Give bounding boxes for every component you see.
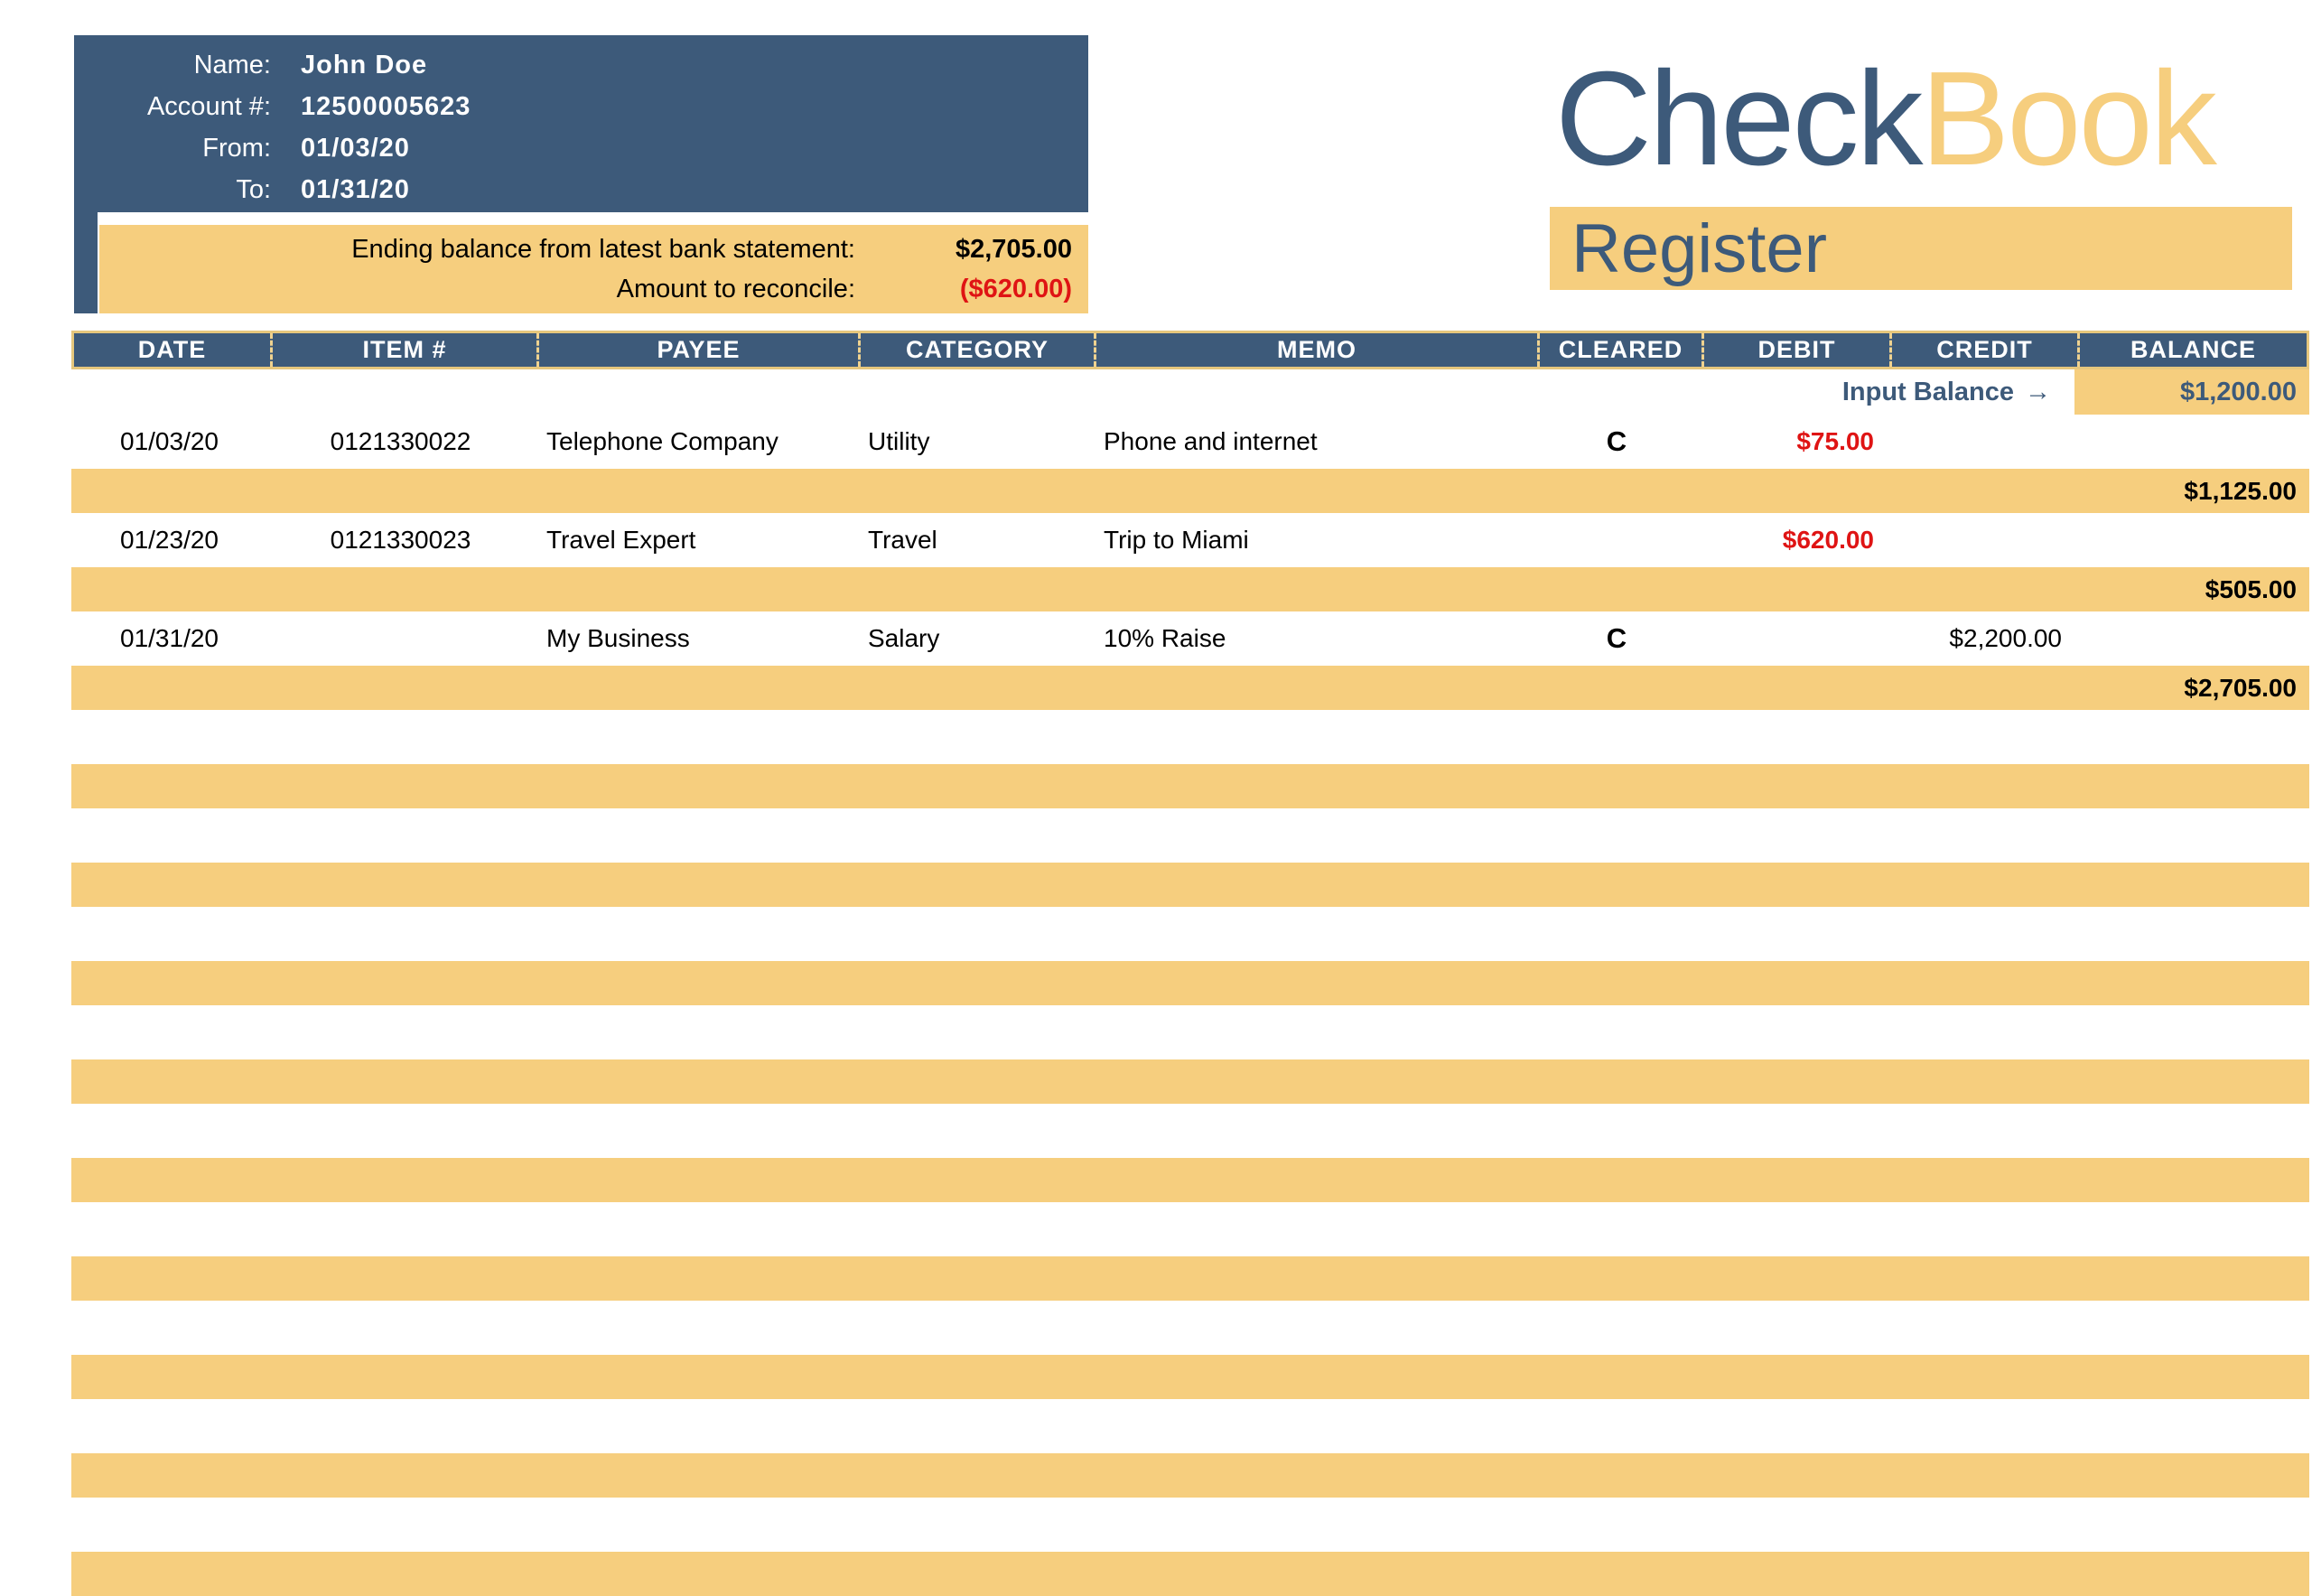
cell-item-number[interactable] (267, 611, 534, 666)
top-section (0, 0, 2312, 331)
empty-transaction-row[interactable] (71, 1202, 2309, 1256)
empty-transaction-row[interactable] (71, 1399, 2309, 1453)
to-value[interactable]: 01/31/20 (301, 174, 410, 204)
checkbook-logo (1555, 44, 2214, 193)
amount-to-reconcile-value: ($620.00) (959, 274, 1072, 303)
header-debit: DEBIT (1701, 333, 1889, 367)
header-cleared: CLEARED (1537, 333, 1701, 367)
account-info-panel (74, 35, 1088, 212)
cell-payee[interactable]: Travel Expert (546, 526, 696, 554)
header-balance: BALANCE (2077, 333, 2307, 367)
logo-text-check: Check (1555, 44, 1921, 193)
cell-payee[interactable]: My Business (546, 624, 690, 652)
input-balance-cell[interactable]: $1,200.00 (2074, 369, 2309, 415)
running-balance-value: $2,705.00 (2184, 673, 2297, 702)
ending-balance-row (99, 229, 1088, 269)
running-balance-row (71, 666, 2309, 710)
name-label: Name: (193, 50, 271, 79)
header-category: CATEGORY (858, 333, 1094, 367)
cell-memo[interactable]: 10% Raise (1104, 624, 1226, 652)
empty-transaction-row[interactable] (71, 1005, 2309, 1059)
empty-transaction-row[interactable] (71, 1301, 2309, 1355)
to-date-row (74, 169, 1088, 210)
cell-credit[interactable] (1887, 513, 2074, 567)
cell-item-number[interactable]: 0121330022 (330, 427, 471, 455)
cell-credit[interactable]: $2,200.00 (1949, 624, 2062, 652)
running-balance-row (71, 469, 2309, 513)
transaction-row (71, 415, 2309, 469)
header-item: ITEM # (270, 333, 536, 367)
header-credit: CREDIT (1889, 333, 2077, 367)
from-date-row (74, 127, 1088, 169)
cell-debit[interactable]: $620.00 (1782, 526, 1874, 554)
empty-balance-row[interactable] (71, 1355, 2309, 1399)
cell-balance (2074, 415, 2309, 469)
cell-cleared[interactable]: C (1606, 622, 1627, 654)
empty-transaction-row[interactable] (71, 808, 2309, 863)
ending-balance-label: Ending balance from latest bank statement: (351, 234, 855, 264)
register-table (71, 331, 2309, 1596)
running-balance-value: $505.00 (2205, 574, 2297, 603)
cell-debit[interactable]: $75.00 (1796, 427, 1874, 455)
name-value[interactable]: John Doe (301, 50, 428, 79)
running-balance-value: $1,125.00 (2184, 476, 2297, 505)
cell-cleared[interactable]: C (1606, 425, 1627, 457)
empty-transaction-row[interactable] (71, 710, 2309, 764)
cell-balance (2074, 611, 2309, 666)
cell-date[interactable]: 01/23/20 (120, 526, 219, 554)
cell-payee[interactable]: Telephone Company (546, 427, 778, 455)
running-balance-row (71, 567, 2309, 611)
account-number-value[interactable]: 12500005623 (301, 91, 471, 121)
cell-category[interactable]: Utility (868, 427, 930, 455)
empty-balance-row[interactable] (71, 1256, 2309, 1301)
account-number-label: Account #: (146, 91, 271, 121)
cell-date[interactable]: 01/31/20 (120, 624, 219, 652)
empty-transaction-row[interactable] (71, 1104, 2309, 1158)
logo-text-book: Book (1920, 44, 2214, 193)
right-arrow-icon: → (2025, 377, 2051, 406)
input-balance-row (71, 369, 2309, 415)
ending-balance-value: $2,705.00 (955, 234, 1072, 264)
cell-memo[interactable]: Trip to Miami (1104, 526, 1249, 554)
input-balance-label (1534, 369, 2074, 415)
transaction-row (71, 611, 2309, 666)
reconcile-summary-panel (99, 225, 1088, 313)
cell-category[interactable]: Salary (868, 624, 940, 652)
cell-date[interactable]: 01/03/20 (120, 427, 219, 455)
empty-rows (71, 710, 2309, 1596)
from-label: From: (202, 133, 271, 163)
cell-memo[interactable]: Phone and internet (1104, 427, 1318, 455)
cell-debit[interactable] (1699, 611, 1887, 666)
cell-balance (2074, 513, 2309, 567)
cell-credit[interactable] (1887, 415, 2074, 469)
account-number-row (74, 86, 1088, 127)
header-payee: PAYEE (536, 333, 858, 367)
account-name-row (74, 44, 1088, 86)
cell-item-number[interactable]: 0121330023 (330, 526, 471, 554)
empty-balance-row[interactable] (71, 1158, 2309, 1202)
empty-balance-row[interactable] (71, 1552, 2309, 1596)
cell-category[interactable]: Travel (868, 526, 937, 554)
empty-balance-row[interactable] (71, 863, 2309, 907)
input-balance-label-text: Input Balance (1841, 377, 2014, 406)
register-banner-label: Register (1571, 210, 1827, 287)
empty-balance-row[interactable] (71, 1453, 2309, 1498)
register-banner (1550, 207, 2292, 290)
empty-balance-row[interactable] (71, 764, 2309, 808)
amount-to-reconcile-label: Amount to reconcile: (616, 274, 855, 303)
empty-transaction-row[interactable] (71, 1498, 2309, 1552)
cell-cleared[interactable] (1534, 513, 1699, 567)
header-date: DATE (137, 336, 207, 363)
transaction-row (71, 513, 2309, 567)
amount-to-reconcile-row (99, 269, 1088, 309)
empty-balance-row[interactable] (71, 961, 2309, 1005)
to-label: To: (236, 174, 271, 204)
header-memo: MEMO (1094, 333, 1537, 367)
from-value[interactable]: 01/03/20 (301, 133, 410, 163)
empty-balance-row[interactable] (71, 1059, 2309, 1104)
empty-transaction-row[interactable] (71, 907, 2309, 961)
table-header (71, 331, 2309, 369)
